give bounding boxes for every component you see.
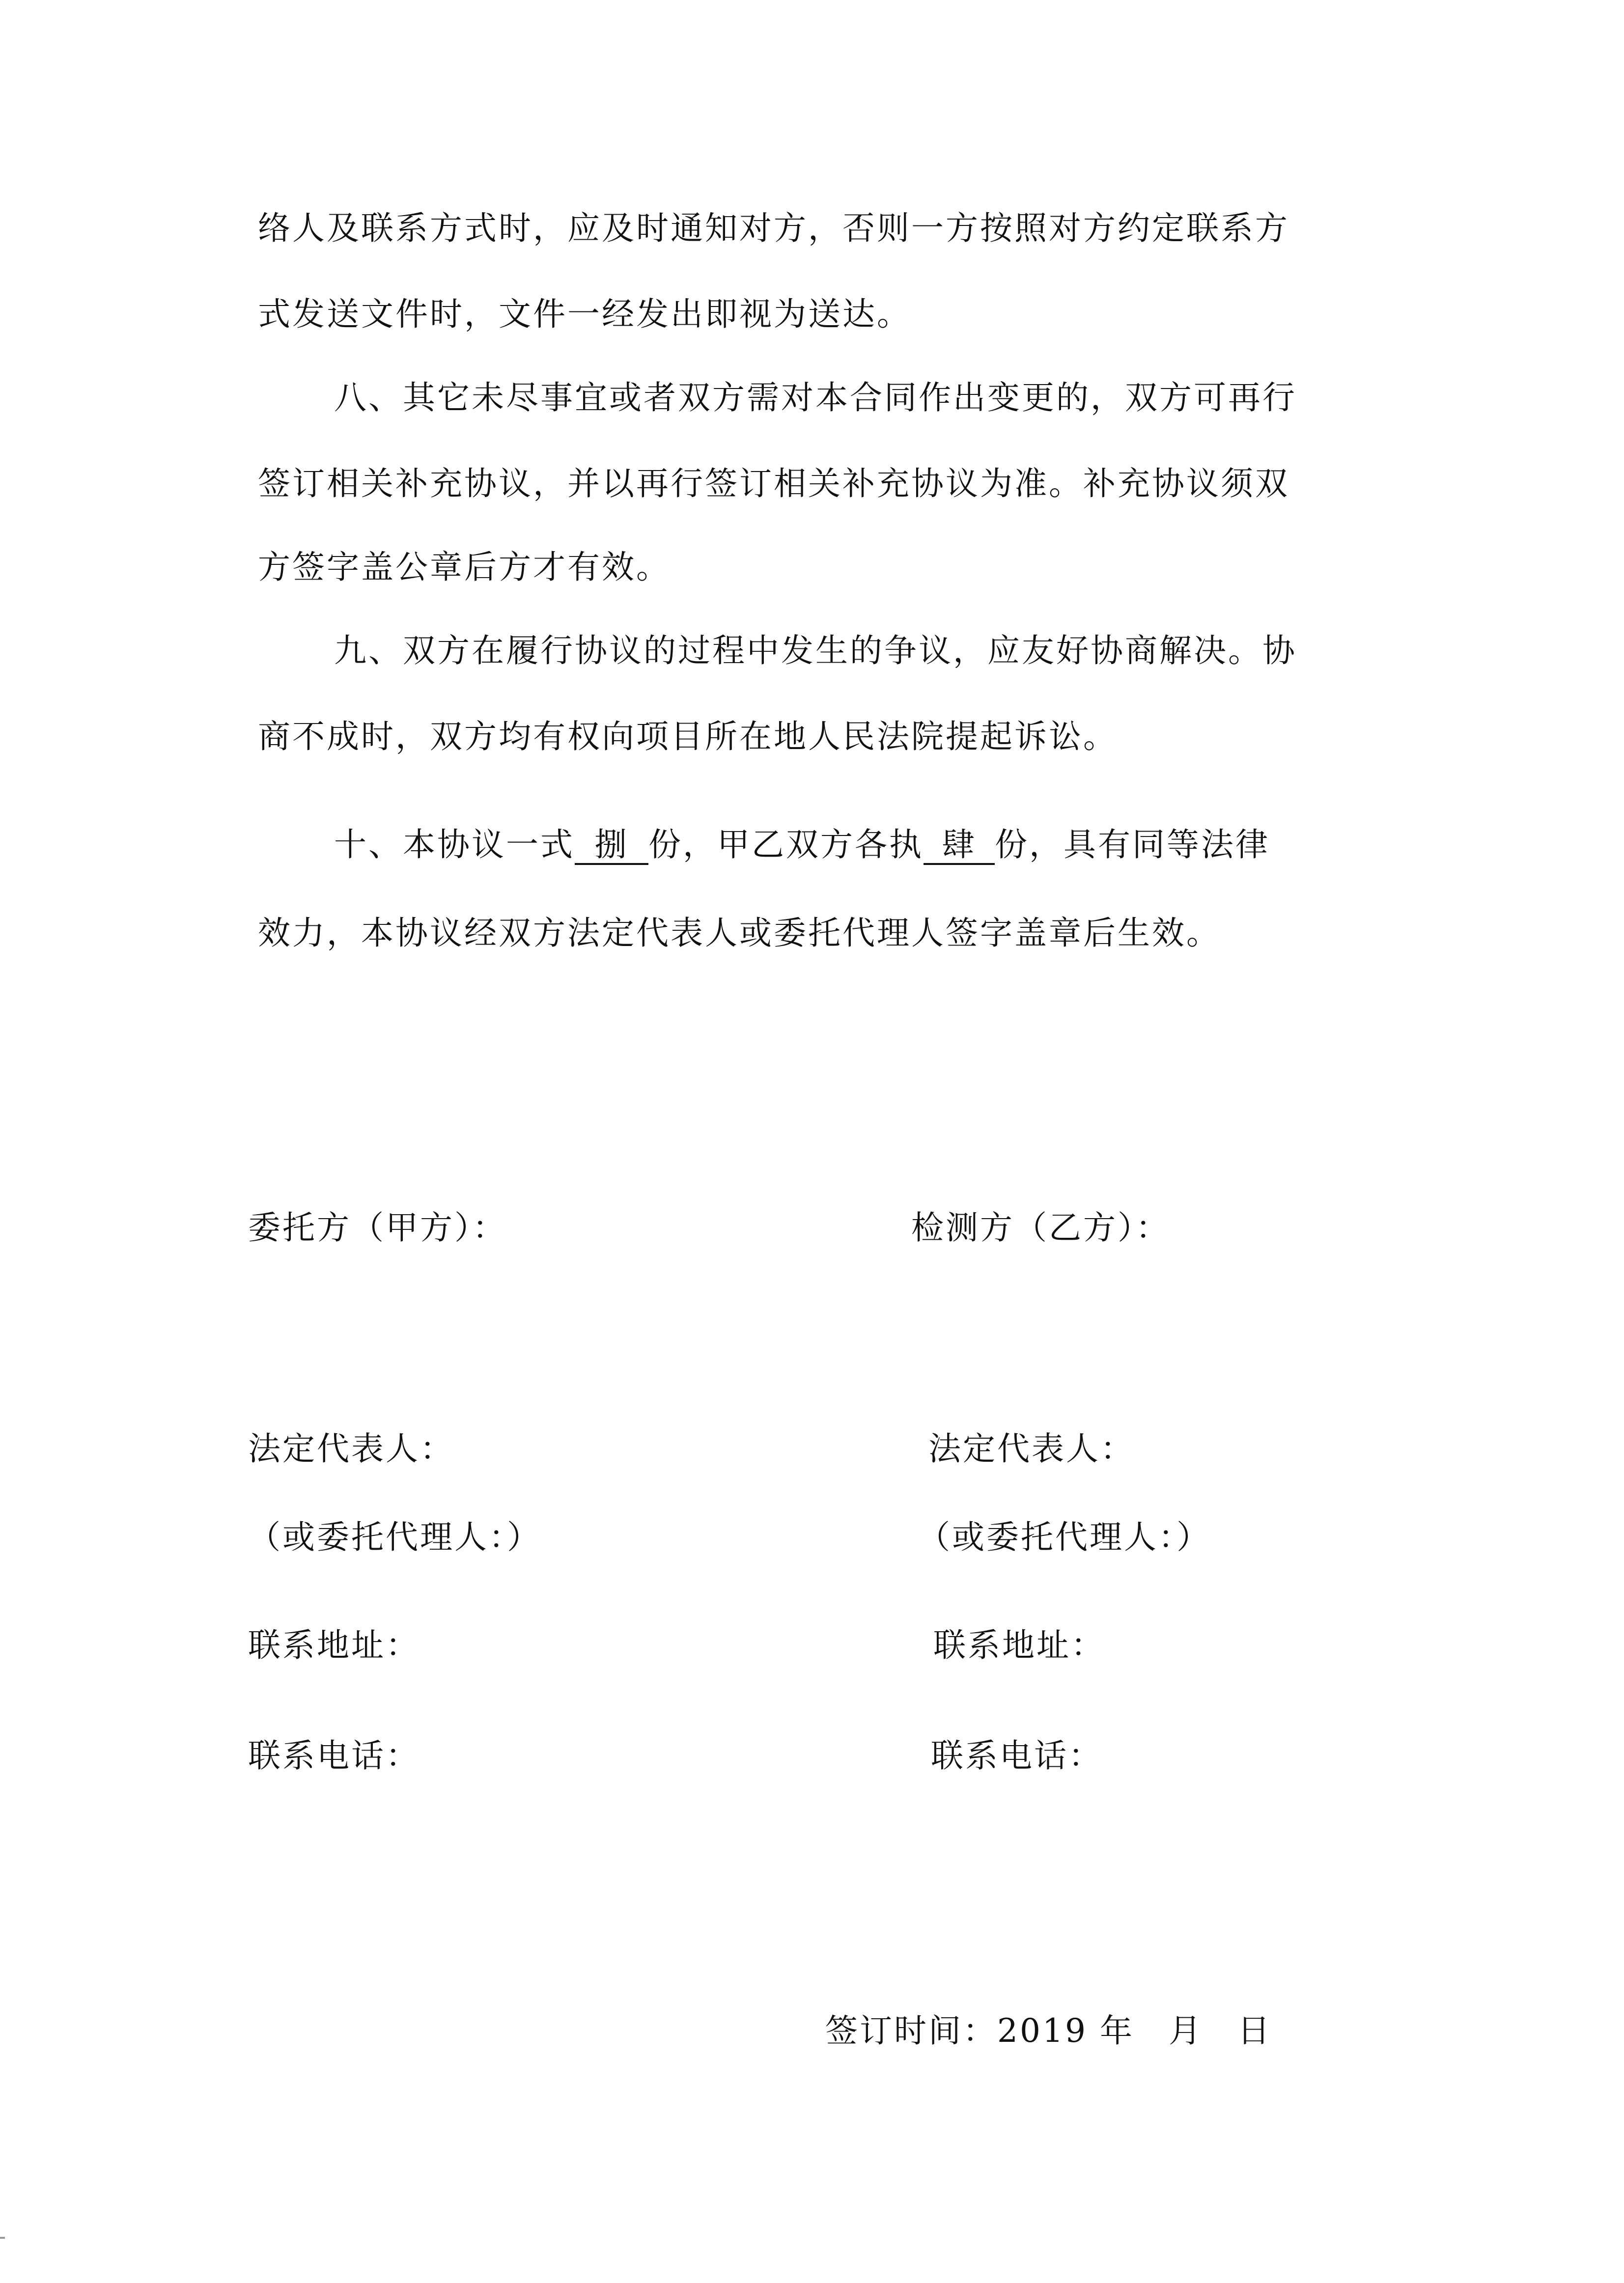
paragraph-8-line-1: 八、其它未尽事宜或者双方需对本合同作出变更的，双方可再行 xyxy=(334,379,1297,417)
paragraph-7-line-1: 络人及联系方式时，应及时通知对方，否则一方按照对方约定联系方 xyxy=(258,209,1289,247)
copies-total-field: 捌 xyxy=(575,827,648,865)
copies-each-field: 肆 xyxy=(924,827,995,865)
paragraph-10-text-a: 十、本协议一式 xyxy=(334,826,575,863)
party-a-phone: 联系电话： xyxy=(248,1737,420,1775)
signing-date-year-unit: 年 xyxy=(1099,2012,1134,2050)
party-b-title: 检测方（乙方）： xyxy=(911,1209,1170,1247)
paragraph-8-line-3: 方签字盖公章后方才有效。 xyxy=(258,548,671,586)
paragraph-10-line-2: 效力，本协议经双方法定代表人或委托代理人签字盖章后生效。 xyxy=(258,914,1221,952)
signing-date-day-unit: 日 xyxy=(1237,2012,1272,2050)
signing-date-month-unit: 月 xyxy=(1168,2012,1203,2050)
party-b-agent: （或委托代理人：） xyxy=(918,1518,1211,1556)
party-b-legal-rep: 法定代表人： xyxy=(928,1430,1135,1468)
signing-date xyxy=(825,2011,1272,2051)
party-a-title: 委托方（甲方）： xyxy=(248,1209,507,1247)
paragraph-9-line-1: 九、双方在履行协议的过程中发生的争议，应友好协商解决。协 xyxy=(334,632,1297,669)
party-a-agent: （或委托代理人：） xyxy=(248,1518,541,1556)
party-b-address: 联系地址： xyxy=(933,1626,1105,1664)
paragraph-10-text-b: 份，甲乙双方各执 xyxy=(648,826,924,863)
paragraph-8-line-2: 签订相关补充协议，并以再行签订相关补充协议为准。补充协议须双 xyxy=(258,465,1289,502)
signing-date-year: 2019 xyxy=(997,2012,1088,2050)
party-b-phone: 联系电话： xyxy=(931,1737,1103,1775)
paragraph-10-line-1 xyxy=(334,825,1270,865)
party-a-address: 联系地址： xyxy=(248,1626,420,1664)
signing-date-label: 签订时间： xyxy=(825,2012,997,2050)
paragraph-7-line-2: 式发送文件时，文件一经发出即视为送达。 xyxy=(258,295,911,333)
party-a-legal-rep: 法定代表人： xyxy=(248,1430,454,1468)
paragraph-9-line-2: 商不成时，双方均有权向项目所在地人民法院提起诉讼。 xyxy=(258,718,1118,755)
scan-edge-mark xyxy=(0,2237,5,2239)
paragraph-10-text-c: 份，具有同等法律 xyxy=(995,826,1270,863)
